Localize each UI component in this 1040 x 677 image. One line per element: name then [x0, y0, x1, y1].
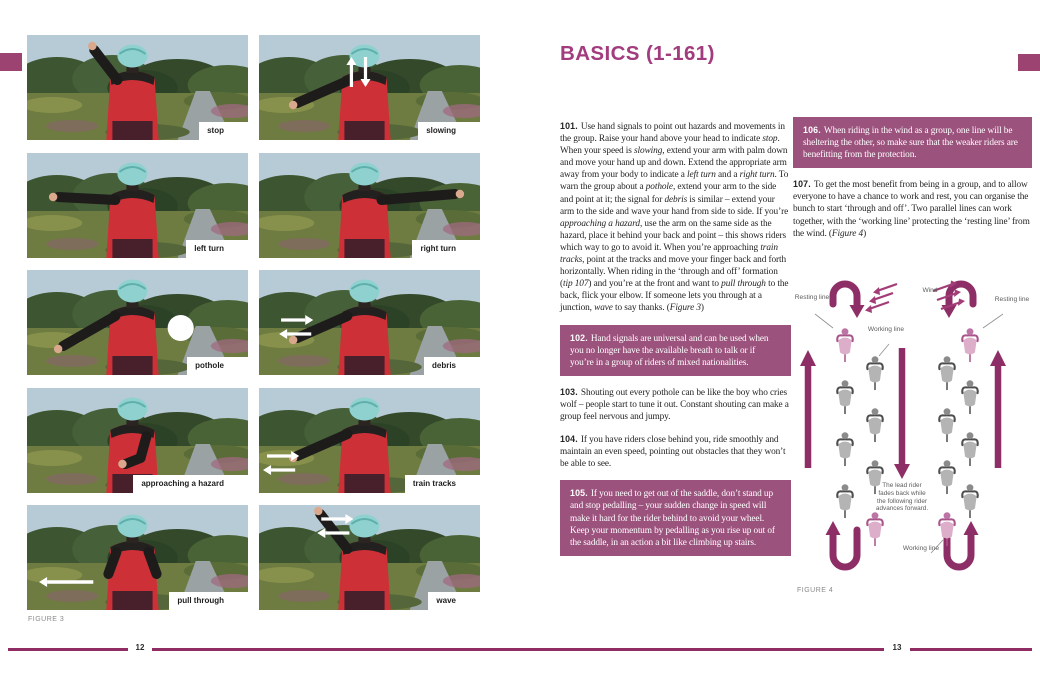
tip-text: Hand signals are universal and can be used when you no longer have the available breath to talk or if you’re in a group of riders of mixed nationalities. — [570, 333, 769, 368]
cyclist-icon-gray — [867, 408, 882, 442]
signal-photo-label: left turn — [186, 240, 248, 258]
signal-photo-left-turn — [27, 153, 248, 258]
down-arrow-center — [894, 348, 910, 479]
signal-photo-label: stop — [199, 122, 248, 140]
cyclist-icon-gray — [939, 408, 954, 442]
tip-number: 106. — [803, 125, 821, 135]
tip — [560, 120, 791, 315]
tip-text: Use hand signals to point out hazards and movements in the group. Raise your hand above your head to indicate stop. When your speed is slowing, extend your arm with palm down and move your hand up and down. Extend the appropriate arm away from your body to indicate a left turn and a right turn. To warn the group about a pothole, extend your arm to the side and point at it; the signal for debris is similar – extend your arm to the side and wave your hand from side to side. If you’re approaching a hazard, use the arm on the same side as the hazard, place it behind your back and point – this shows riders which way to go to avoid it. When you’re approaching train tracks, point at the tracks and move your finger back and forth horizontally. When riding in the ‘through and off’ formation (tip 107) and you’re at the front and want to pull through to the back, flick your elbow. If someone lets you through at a junction, wave to say thanks. (Figure 3) — [560, 122, 789, 314]
tip — [793, 117, 1032, 168]
working-line-label-top: Working line — [867, 326, 905, 333]
tip-number: 104. — [560, 434, 578, 445]
tip-number: 107. — [793, 179, 811, 190]
tip — [560, 325, 791, 376]
signal-photo-label: train tracks — [405, 475, 480, 493]
figure4-caption: FIGURE 4 — [797, 587, 834, 594]
signal-photo-pothole — [27, 270, 248, 375]
tip-text: If you need to get out of the saddle, don’t stand up and stop pedalling – your sudden change in speed will make it hard for the rider behind to avoid your wheel. Keep your momentum by pedalling as you rise up out of the saddle, in an action a bit like climbing up stairs. — [570, 489, 775, 548]
figure3-caption: FIGURE 3 — [28, 616, 65, 623]
signal-photo-label: slowing — [418, 122, 480, 140]
resting-line-label-left: Resting line — [794, 294, 830, 301]
tip — [793, 178, 1032, 239]
signal-photo-train-tracks — [259, 388, 480, 493]
cyclist-icon-gray — [939, 356, 954, 390]
u-turn-bottom-left — [826, 521, 858, 567]
tip — [560, 480, 791, 555]
cyclist-icon-pink — [867, 512, 882, 546]
cyclist-icon-gray — [837, 484, 852, 518]
cyclist-icon-pink — [962, 328, 977, 362]
signal-photo-approaching-a-hazard — [27, 388, 248, 493]
signal-photo-label: debris — [424, 357, 480, 375]
figure4-diagram — [795, 272, 1035, 594]
cyclist-icon-gray — [867, 356, 882, 390]
tip-number: 101. — [560, 121, 578, 131]
cyclist-icon-gray — [962, 380, 977, 414]
page-number-left: 12 — [135, 643, 145, 652]
signal-photo-pull-through — [27, 505, 248, 610]
working-line-label-bottom: Working line — [902, 545, 940, 552]
signal-photo-debris — [259, 270, 480, 375]
cyclist-icon-gray — [837, 380, 852, 414]
tip-text: Shouting out every pothole can be like the boy who cries wolf – people start to tune it out. Constant shouting can make a group feel nervous and jumpy. — [560, 387, 789, 422]
u-turn-top-left — [833, 284, 865, 318]
tip — [560, 433, 791, 470]
pointer-working-top — [879, 344, 889, 356]
cyclist-icon-gray — [962, 484, 977, 518]
tip-number: 105. — [570, 488, 588, 499]
u-turn-top-right — [942, 284, 974, 318]
page-title: BASICS (1-161) — [560, 42, 715, 65]
tip-text: If you have riders close behind you, ride smoothly and maintain an even speed, pointing out obstacles that they won’t be able to see. — [560, 435, 786, 470]
signal-photo-label: pothole — [187, 357, 248, 375]
signal-photo-label: approaching a hazard — [133, 475, 248, 493]
wind-label: Wind — [922, 287, 938, 294]
up-arrow-left — [800, 350, 816, 468]
signal-photo-label: wave — [428, 592, 480, 610]
pointer-resting-left — [815, 314, 833, 328]
footer-rule — [152, 648, 884, 651]
signal-photo-stop — [27, 35, 248, 140]
signal-photo-wave — [259, 505, 480, 610]
tips-column-right — [793, 117, 1032, 250]
section-tab-left — [0, 53, 22, 71]
formation-note: The lead rider fades back while the following rider advances forward. — [875, 482, 929, 513]
signal-photo-label: pull through — [169, 592, 248, 610]
figure3-photo-grid — [27, 35, 480, 610]
signal-photo-right-turn — [259, 153, 480, 258]
cyclist-icon-gray — [837, 432, 852, 466]
section-tab-right — [1018, 54, 1040, 71]
cyclist-icon-gray — [939, 460, 954, 494]
cyclist-icon-gray — [962, 432, 977, 466]
tip — [560, 386, 791, 423]
tip-number: 103. — [560, 386, 578, 397]
cyclist-icon-pink — [837, 328, 852, 362]
cyclist-icons — [837, 328, 977, 546]
pointer-resting-right — [983, 314, 1003, 328]
resting-line-label-right: Resting line — [994, 296, 1030, 303]
wind-arrows-left — [865, 284, 897, 313]
page-number-right: 13 — [892, 643, 902, 652]
footer-rule — [8, 648, 128, 651]
signal-photo-label: right turn — [412, 240, 480, 258]
tip-number: 102. — [570, 332, 588, 343]
signal-photo-slowing — [259, 35, 480, 140]
tip-text: To get the most benefit from being in a group, and to allow everyone to have a chance to work and rest, you can organise the bunch to start ‘through and off’. Two parallel lines can work together, with the ‘working line’ protecting the ‘resting line’ from the wind. (Figure 4) — [793, 180, 1030, 239]
tips-column-left — [560, 120, 791, 566]
tip-text: When riding in the wind as a group, one line will be sheltering the other, so make sure that the weaker riders are benefitting from the protection. — [803, 126, 1018, 161]
footer-rule — [910, 648, 1032, 651]
up-arrow-right — [990, 350, 1006, 468]
